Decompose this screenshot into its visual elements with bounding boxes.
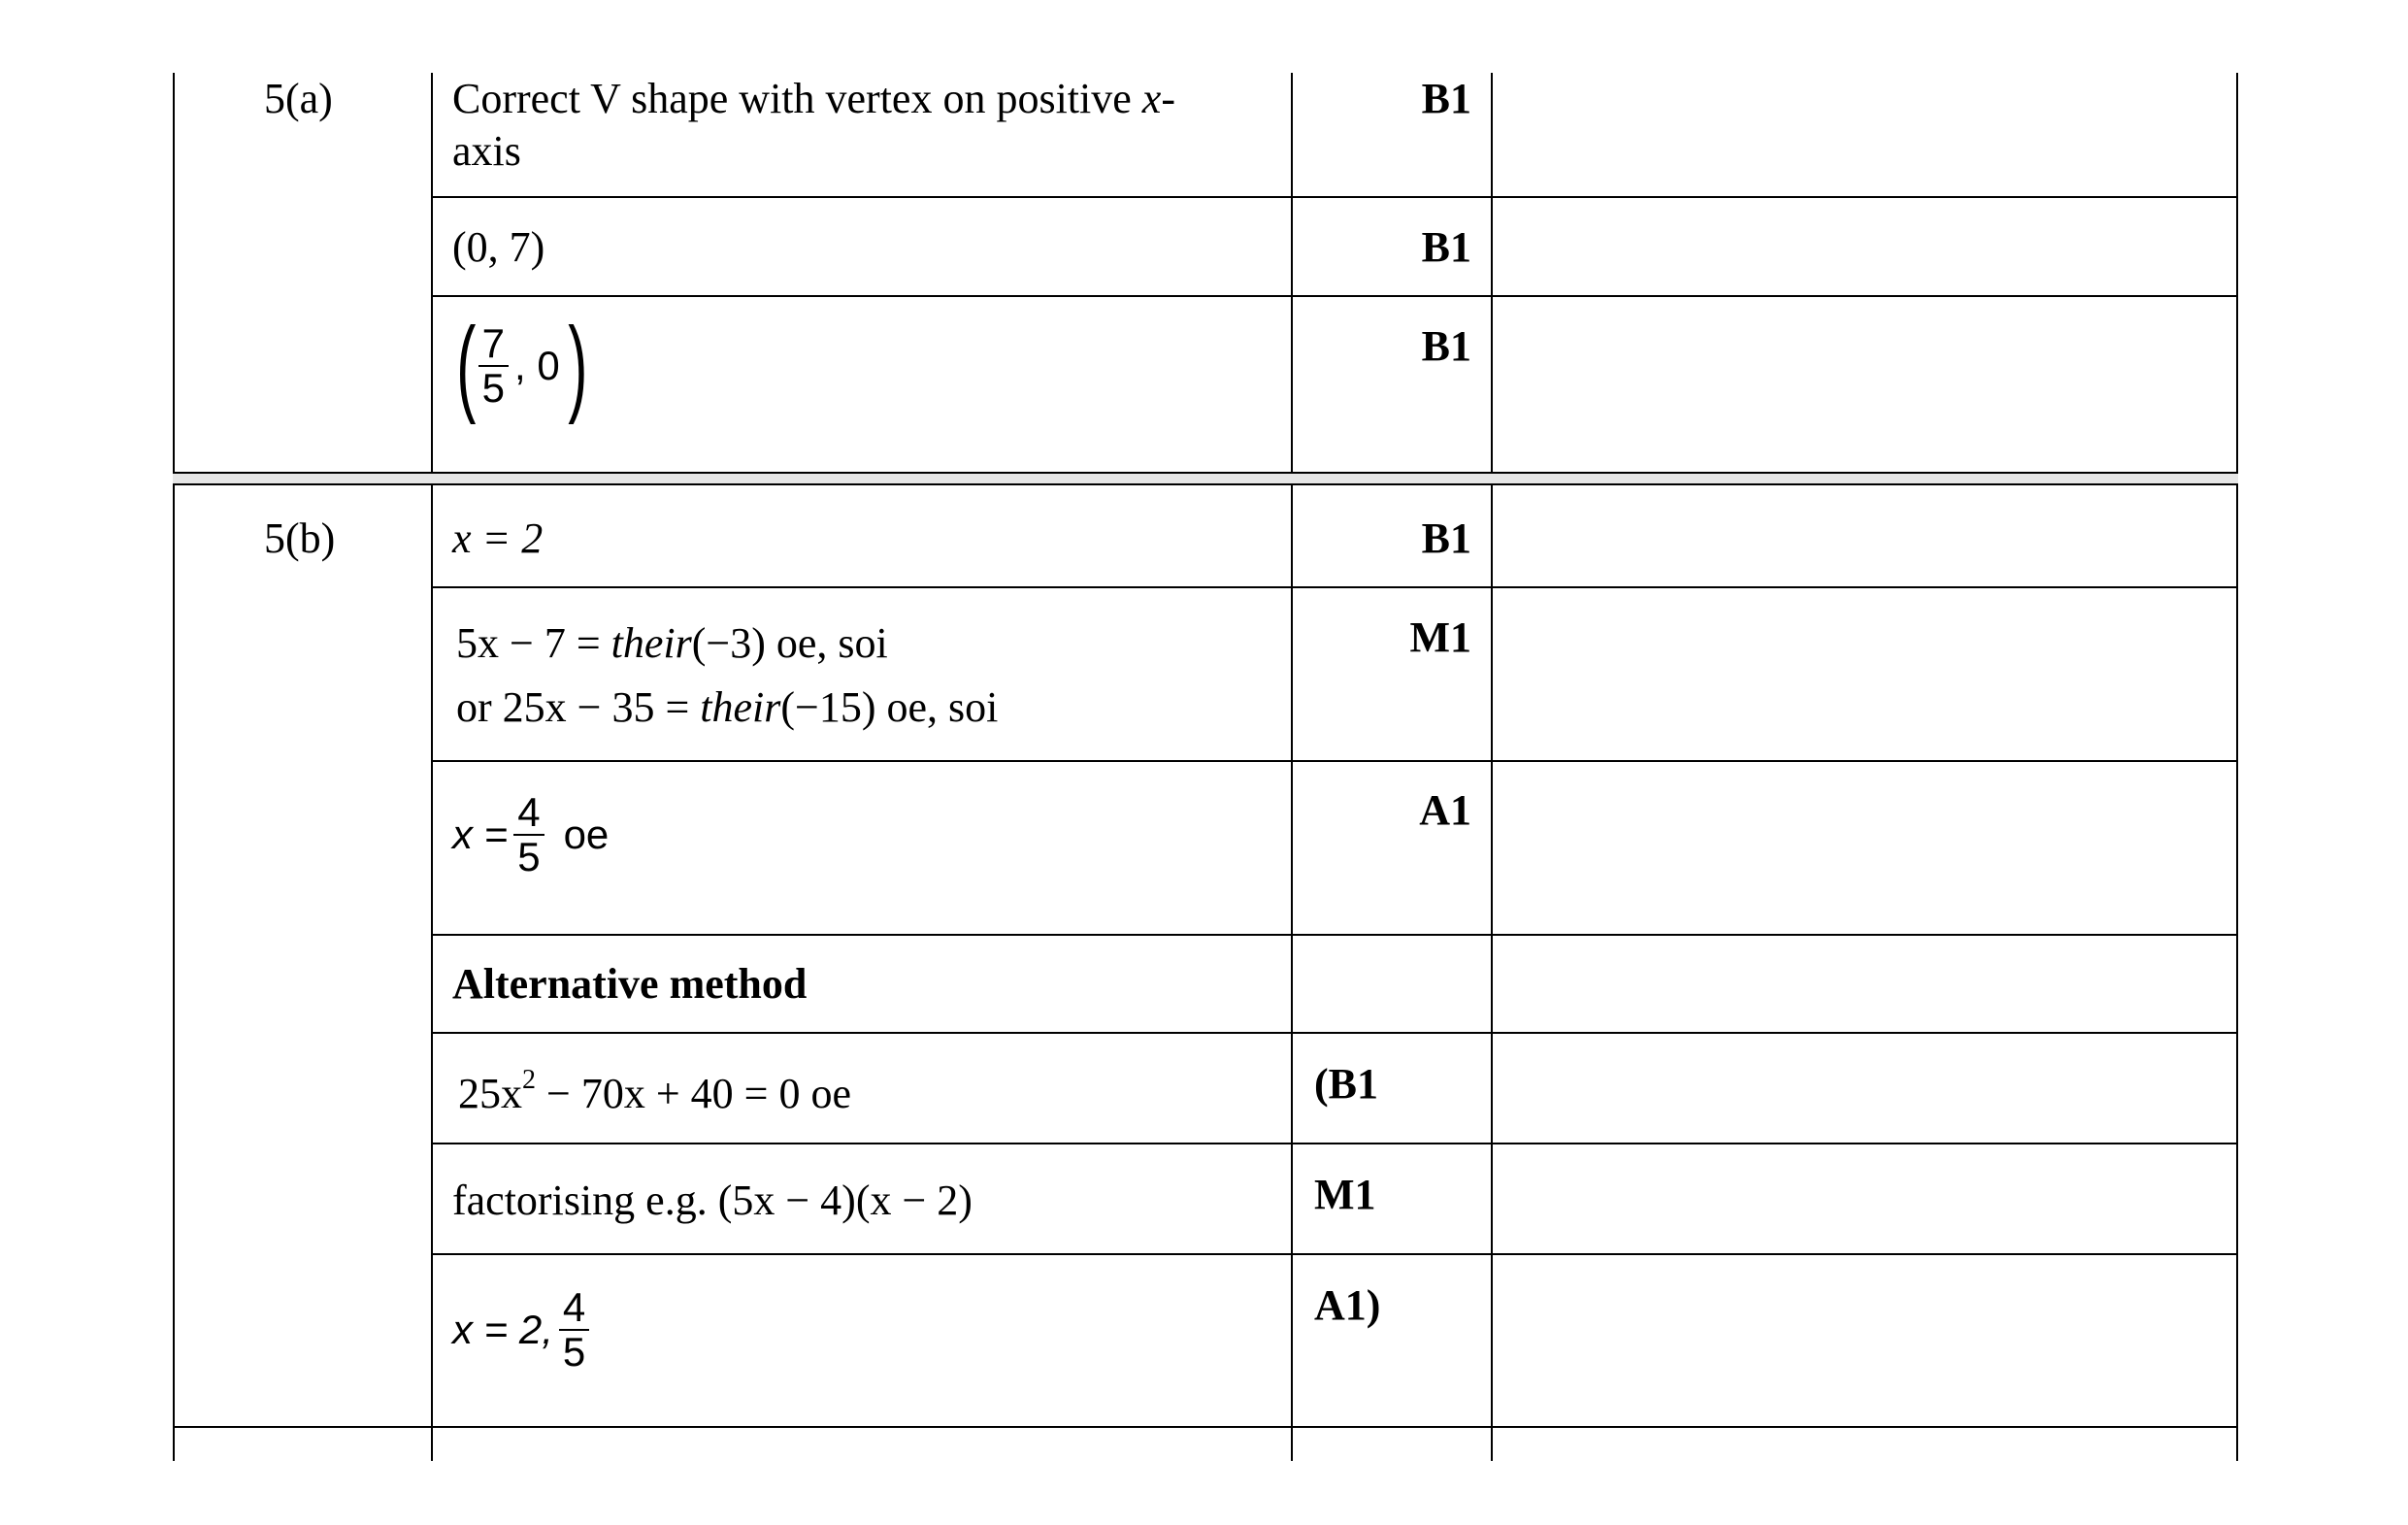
- alternative-method-heading: Alternative method: [452, 960, 808, 1008]
- answer-intercept-y: (0, 7): [452, 223, 545, 271]
- answer-x-equals-2: x = 2: [452, 514, 544, 562]
- answer-x-equals-fraction: x = $\frac{4}{5}$ oe: [452, 789, 610, 879]
- row-divider: [431, 760, 2238, 762]
- row-divider: [431, 1143, 2238, 1144]
- question-number-5a: 5(a): [264, 75, 333, 122]
- row-divider: [431, 934, 2238, 936]
- mark-b1: B1: [1421, 514, 1471, 562]
- question-separator: [173, 472, 2238, 485]
- answer-v-shape: Correct V shape with vertex on positive x- axis: [452, 75, 1175, 175]
- mark-m1: M1: [1409, 613, 1471, 661]
- answer-intercept-x: ( $\frac{7}{5}$ , 0 ): [456, 306, 588, 425]
- mark-m1: M1: [1314, 1171, 1376, 1218]
- mark-a1-close: A1): [1314, 1281, 1381, 1329]
- answer-method-equation: 5x − 7 = their(−3) oe, soi or 25x − 35 = their(−15) oe, soi: [456, 619, 999, 731]
- table-bottom-border: [173, 1426, 2238, 1428]
- answer-alt-quadratic: $25x^2 - 70x + 40 = 0$ oe: [458, 1065, 851, 1117]
- row-divider: [431, 1253, 2238, 1255]
- table-border-left: [173, 73, 175, 1461]
- question-number-5b: 5(b): [264, 514, 336, 562]
- row-divider: [431, 295, 2238, 297]
- mark-b1: B1: [1421, 223, 1471, 271]
- mark-b1: B1: [1421, 322, 1471, 370]
- mark-b1-open: (B1: [1314, 1060, 1378, 1108]
- row-divider: [431, 586, 2238, 588]
- row-divider: [431, 196, 2238, 198]
- mark-b1: B1: [1421, 75, 1471, 122]
- answer-alt-factorising: factorising e.g. (5x − 4)(x − 2): [452, 1177, 973, 1224]
- answer-alt-solutions: x = 2, $\frac{4}{5}$: [452, 1286, 595, 1374]
- mark-a1: A1: [1419, 786, 1471, 834]
- row-divider: [431, 1032, 2238, 1034]
